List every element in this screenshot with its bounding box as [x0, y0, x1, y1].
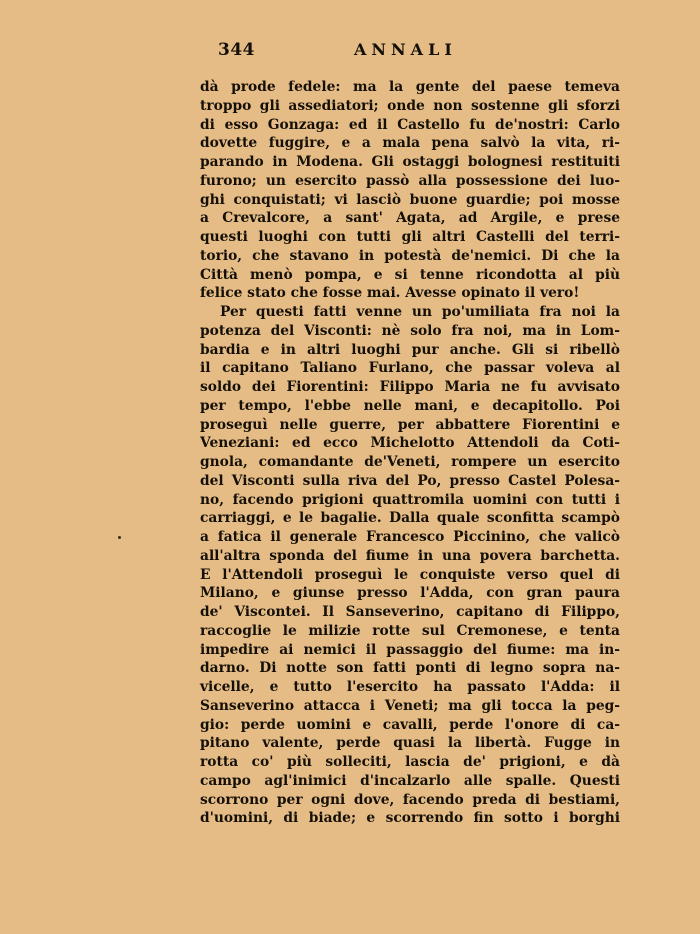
text-line: dovette fuggire, e a mala pena salvò la vita, ri- [200, 135, 620, 152]
text-line: potenza del Visconti: nè solo fra noi, ma in Lom- [200, 322, 620, 339]
text-line: troppo gli assediatori; onde non sostenne gli sforzi [200, 97, 620, 114]
text-line: Veneziani: ed ecco Michelotto Attendoli da Coti- [200, 435, 620, 452]
text-line: torio, che stavano in potestà de'nemici. Di che la [200, 247, 620, 264]
text-line: vicelle, e tutto l'esercito ha passato l'Adda: il [200, 679, 620, 695]
text-line: bardia e in altri luoghi pur anche. Gli si ribellò [200, 341, 620, 358]
text-line: a Crevalcore, a sant' Agata, ad Argile, e prese [200, 210, 620, 227]
text-line: soldo dei Fiorentini: Filippo Maria ne fu avvisato [200, 379, 620, 395]
text-line: il capitano Taliano Furlano, che passar voleva al [200, 360, 620, 377]
text-line: dà prode fedele: ma la gente del paese temeva [200, 79, 620, 95]
text-line: E l'Attendoli proseguì le conquiste verso quel di [200, 566, 620, 583]
text-line: felice stato che fosse mai. Avesse opinato il vero! [200, 285, 580, 302]
text-line: Città menò pompa, e si tenne ricondotta al più [200, 266, 620, 283]
page-header [0, 40, 700, 64]
text-line: impedire ai nemici il passaggio del fiume: ma in- [200, 641, 620, 658]
text-line: di esso Gonzaga: ed il Castello fu de'nostri: Carlo [200, 116, 620, 133]
text-line: pitano valente, perde quasi la libertà. Fugge in [200, 735, 620, 752]
text-line: parando in Modena. Gli ostaggi bolognesi restituiti [200, 154, 620, 170]
text-line: rotta co' più solleciti, lascia de' prigioni, e dà [200, 754, 620, 770]
running-title: ANNALI [354, 40, 457, 59]
text-line: questi luoghi con tutti gli altri Castelli del terri- [200, 229, 620, 245]
text-line: proseguì nelle guerre, per abbattere Fiorentini e [200, 416, 620, 433]
text-line: furono; un esercito passò alla possessione dei luo- [200, 172, 620, 189]
text-line: gnola, comandante de'Veneti, rompere un esercito [200, 454, 620, 470]
paper-speck [118, 536, 121, 539]
text-line: d'uomini, di biade; e scorrendo fin sotto i borghi [200, 810, 620, 827]
text-line: no, facendo prigioni quattromila uomini con tutti i [200, 491, 620, 508]
text-line: darno. Di notte son fatti ponti di legno sopra na- [200, 660, 620, 677]
text-line: raccoglie le milizie rotte sul Cremonese, e tenta [200, 622, 620, 639]
text-line: de' Viscontei. Il Sanseverino, capitano di Filippo, [200, 604, 620, 620]
text-line: gio: perde uomini e cavalli, perde l'onore di ca- [200, 716, 620, 733]
text-line: Per questi fatti venne un po'umiliata fra noi la [220, 304, 620, 320]
text-line: del Visconti sulla riva del Po, presso Castel Polesa- [200, 472, 620, 489]
text-line: carriaggi, e le bagalie. Dalla quale sconfitta scampò [200, 510, 620, 527]
text-line: scorrono per ogni dove, facendo preda di bestiami, [200, 791, 620, 808]
text-line: a fatica il generale Francesco Piccinino, che valicò [200, 529, 620, 545]
text-line: campo agl'inimici d'incalzarlo alle spalle. Questi [200, 772, 620, 789]
body-text [200, 78, 620, 828]
page-number: 344 [218, 40, 255, 60]
text-line: ghi conquistati; vi lasciò buone guardie; poi mosse [200, 191, 620, 208]
text-line: per tempo, l'ebbe nelle mani, e decapitollo. Poi [200, 397, 620, 414]
text-line: all'altra sponda del fiume in una povera barchetta. [200, 547, 620, 564]
text-line: Sanseverino attacca i Veneti; ma gli tocca la peg- [200, 697, 620, 714]
text-line: Milano, e giunse presso l'Adda, con gran paura [200, 585, 620, 602]
